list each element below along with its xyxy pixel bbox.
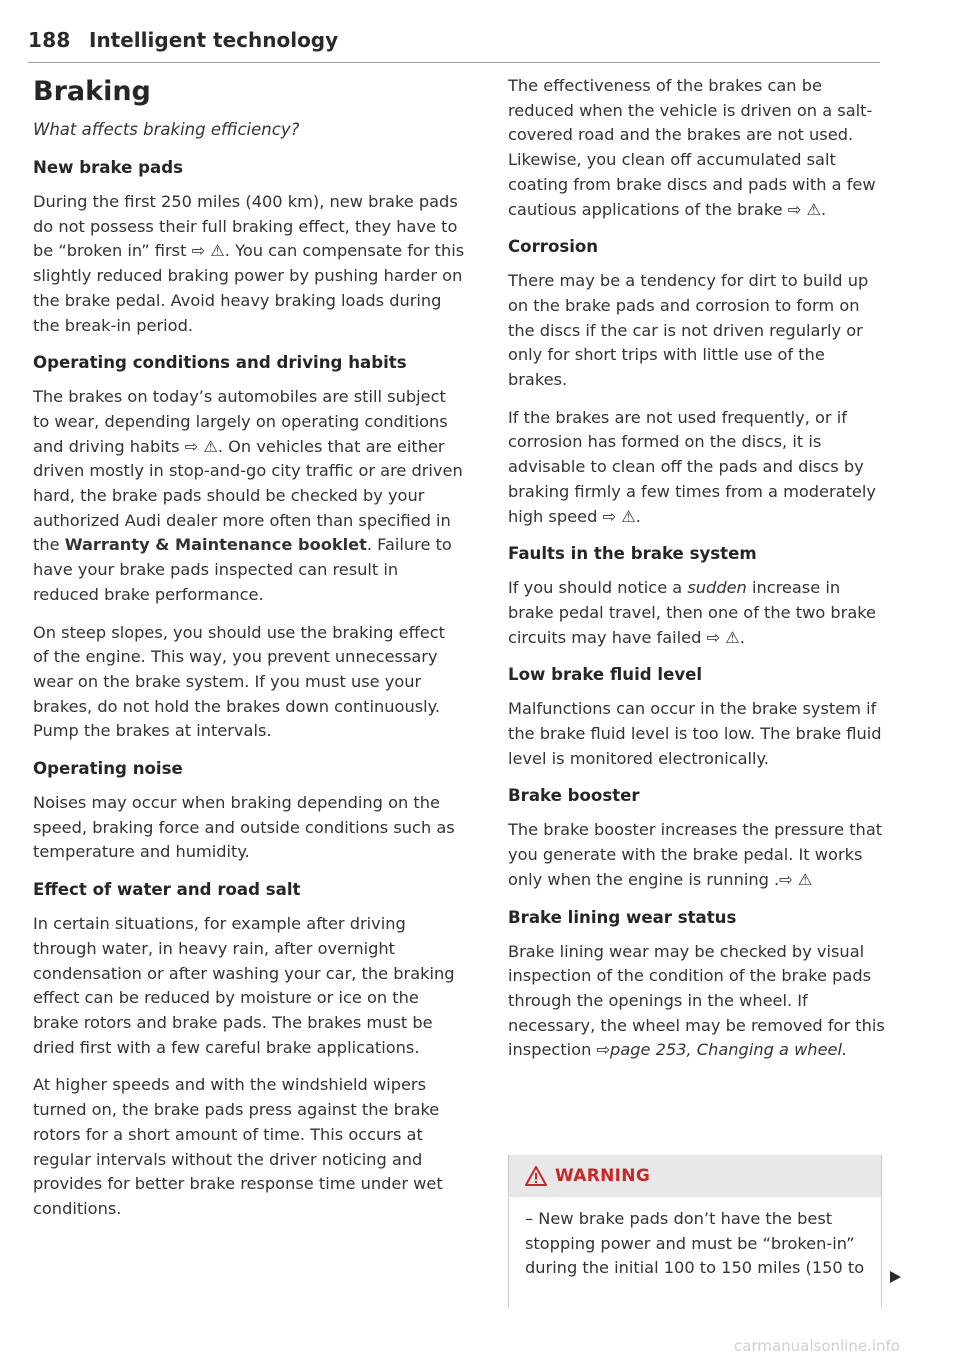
heading-operating-noise: Operating noise [33, 759, 183, 779]
warning-text: – New brake pads don’t have the best stopping power and must be “broken-in” during the initial 100 to 150 miles (150 to [525, 1209, 865, 1277]
emphasis-sudden: sudden [687, 578, 747, 598]
paragraph-brake-booster: The brake booster increases the pressure that you generate with the brake pedal. It works only when the engine is running .⇨ ⚠ [508, 820, 883, 889]
heading-brake-booster: Brake booster [508, 786, 640, 806]
heading-water-salt: Effect of water and road salt [33, 880, 301, 900]
subtitle: What affects braking efficiency? [33, 120, 300, 139]
paragraph-new-brake-pads: During the first 250 miles (400 km), new brake pads do not possess their full braking effect, they have to be “broken in” first ⇨ ⚠. You can compensate for this slightly reduced braking power by pushing harder on the brake pedal. Avoid heavy braking loads during the break-in period. [33, 192, 465, 335]
page-title: Braking [33, 76, 151, 107]
text-fragment: If you should notice a [508, 578, 688, 598]
watermark: carmanualsonline.info [734, 1337, 900, 1355]
heading-lining-wear: Brake lining wear status [508, 907, 737, 927]
paragraph-operating-noise: Noises may occur when braking depending on the speed, braking force and outside conditions such as temperature and humidity. [33, 793, 455, 862]
heading-operating-conditions: Operating conditions and driving habits [33, 353, 407, 373]
paragraph-corrosion-2: If the brakes are not used frequently, or if corrosion has formed on the discs, it is advisable to clean off the pads and discs by braking firmly a few times from a moderately high speed ⇨ ⚠. [508, 407, 876, 526]
paragraph-salt: The effectiveness of the brakes can be reduced when the vehicle is driven on a salt-covered road and the brakes are not used. Likewise, you clean off accumulated salt coating from brake discs and pads with a few cautious applications of the brake ⇨ ⚠. [508, 76, 876, 219]
warning-box [508, 1155, 882, 1307]
heading-new-brake-pads: New brake pads [33, 158, 183, 177]
warning-header [509, 1155, 881, 1197]
paragraph-faults [508, 576, 888, 650]
heading-corrosion: Corrosion [508, 237, 599, 257]
warning-label: WARNING [555, 1166, 651, 1186]
page-header [28, 22, 880, 63]
page-number: 188 [28, 28, 71, 52]
paragraph-operating-conditions [33, 385, 465, 607]
paragraph-lining-wear [508, 940, 888, 1064]
page-reference-link[interactable]: page 253, Changing a wheel. [610, 1040, 848, 1060]
text-fragment: increase in brake pedal travel, then one of the two brake circuits may have failed ⇨ ⚠. [508, 578, 877, 647]
text-fragment: The brakes on today’s automobiles are still subject to wear, depending largely on operating conditions and driving habits ⇨ ⚠. On vehicles that are either driven mostly in stop-and-go city traffic or are driven hard, the brake pads should be checked by your authorized Audi dealer more often than specified in the [33, 387, 463, 555]
continue-arrow-icon [888, 1270, 902, 1284]
paragraph-corrosion-1: There may be a tendency for dirt to build up on the brake pads and corrosion to form on the discs if the car is not driven regularly or only for short trips with little use of the brakes. [508, 271, 869, 390]
text-fragment: . Failure to have your brake pads inspected can result in reduced brake performance. [33, 535, 452, 604]
paragraph-steep-slopes: On steep slopes, you should use the braking effect of the engine. This way, you prevent unnecessary wear on the brake system. If you must use your brakes, do not hold the brakes down continuously. Pump the brakes at intervals. [33, 622, 445, 741]
heading-fluid-level: Low brake fluid level [508, 665, 703, 685]
text-fragment: Brake lining wear may be checked by visual inspection of the condition of the brake pads through the openings in the wheel. If necessary, the wheel may be removed for this inspection ⇨ [508, 941, 885, 1060]
maintenance-booklet-ref: Warranty & Maintenance booklet [64, 535, 367, 555]
right-column [508, 76, 888, 1076]
section-title: Intelligent technology [89, 28, 339, 52]
footer [0, 1336, 960, 1355]
heading-faults: Faults in the brake system [508, 544, 757, 564]
warning-triangle-icon [525, 1166, 547, 1186]
paragraph-wipers: At higher speeds and with the windshield wipers turned on, the brake pads press against the brake rotors for a short amount of time. This occurs at regular intervals without the driver noticing and provides for better brake response time under wet conditions. [33, 1075, 443, 1218]
paragraph-water: In certain situations, for example after driving through water, in heavy rain, after overnight condensation or after washing your car, the braking effect can be reduced by moisture or ice on the brake rotors and brake pads. The brakes must be dried first with a few careful brake applications. [33, 914, 455, 1057]
left-column [33, 74, 465, 1222]
paragraph-fluid-level: Malfunctions can occur in the brake system if the brake fluid level is too low. The brake fluid level is monitored electronically. [508, 699, 882, 768]
